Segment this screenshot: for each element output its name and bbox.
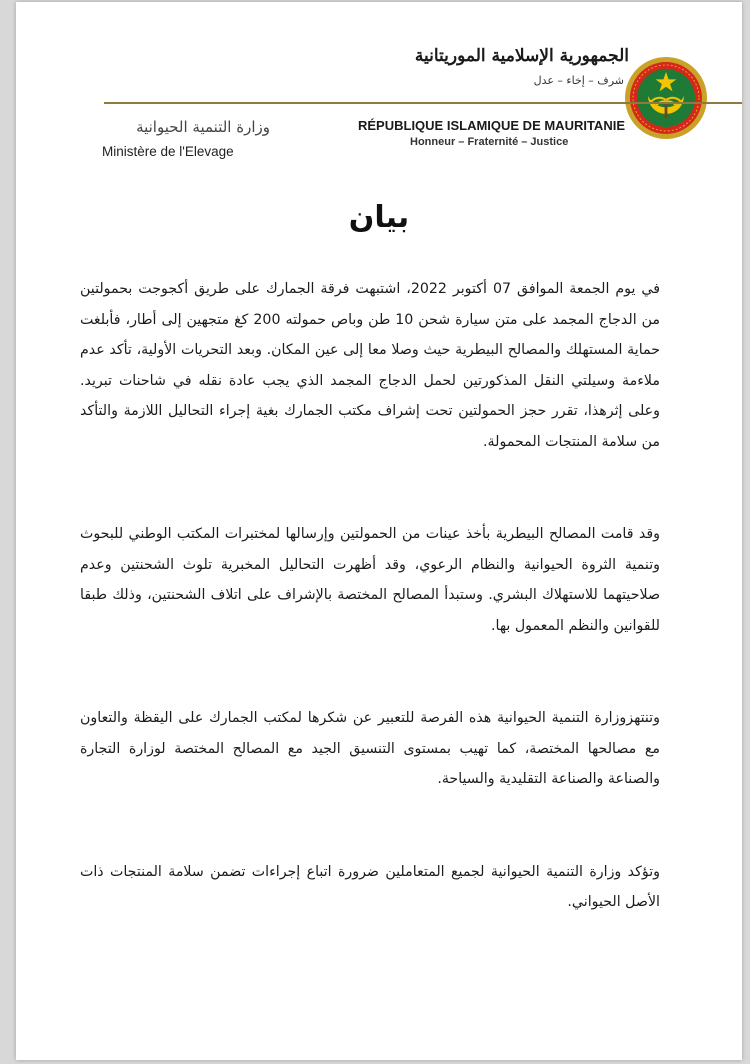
arabic-motto: شرف – إخاء – عدل <box>533 74 624 87</box>
document-title: بيان <box>348 200 410 235</box>
document-page <box>16 2 742 1060</box>
mauritania-coat-of-arms-icon <box>624 56 708 140</box>
arabic-ministry-name: وزارة التنمية الحيوانية <box>136 118 270 136</box>
french-republic-name: RÉPUBLIQUE ISLAMIQUE DE MAURITANIE <box>358 118 625 133</box>
paragraph: وتؤكد وزارة التنمية الحيوانية لجميع المتعاملين ضرورة اتباع إجراءات تضمن سلامة المنتجات ذات الأصل الحيواني. <box>80 863 660 910</box>
document-body <box>80 274 660 980</box>
paragraph: وقد قامت المصالح البيطرية بأخذ عينات من الحمولتين وإرسالها لمختبرات المكتب الوطني للبحوث وتنمية الثروة الحيوانية والنظام الرعوي، وقد أظهرت التحاليل المخبرية تلوث الشحنتين وعدم صلاحيتهما للاستهلاك البشري. وستبدأ المصالح المختصة بالإشراف على اتلاف الشحنتين، وذلك طبقا للقوانين والنظم المعمول بها. <box>80 526 660 634</box>
paragraph: وتنتهزوزارة التنمية الحيوانية هذه الفرصة للتعبير عن شكرها لمكتب الجمارك على اليقظة والتعاون مع مصالحها المختصة، كما تهيب بمستوى التنسيق الجيد مع المصالح المختصة لوزارة التجارة والصناعة والصناعة التقليدية والسياحة. <box>80 710 660 787</box>
paragraph: في يوم الجمعة الموافق 07 أكتوبر 2022، اشتبهت فرقة الجمارك على طريق أكجوجت بحمولتين من الدجاج المجمد على متن سيارة شحن 10 طن وباص حمولته 200 كغ متجهين إلى أطار، فأبلغت حماية المستهلك والمصالح البيطرية حيث وصلا معا إلى عين المكان. وبعد التحريات الأولية، تأكد عدم ملاءمة وسيلتي النقل المذكورتين لحمل الدجاج المجمد الذي يجب عادة نقله في شاحنات تبريد. وعلى إثرهذا، تقرر حجز الحمولتين تحت إشراف مكتب الجمارك بغية إجراء التحاليل اللازمة والتأكد من سلامة المنتجات المحمولة. <box>80 281 660 450</box>
header-divider <box>104 102 742 104</box>
arabic-republic-name: الجمهورية الإسلامية الموريتانية <box>414 46 629 66</box>
french-motto: Honneur – Fraternité – Justice <box>410 136 569 148</box>
french-ministry-name: Ministère de l'Elevage <box>102 144 234 159</box>
